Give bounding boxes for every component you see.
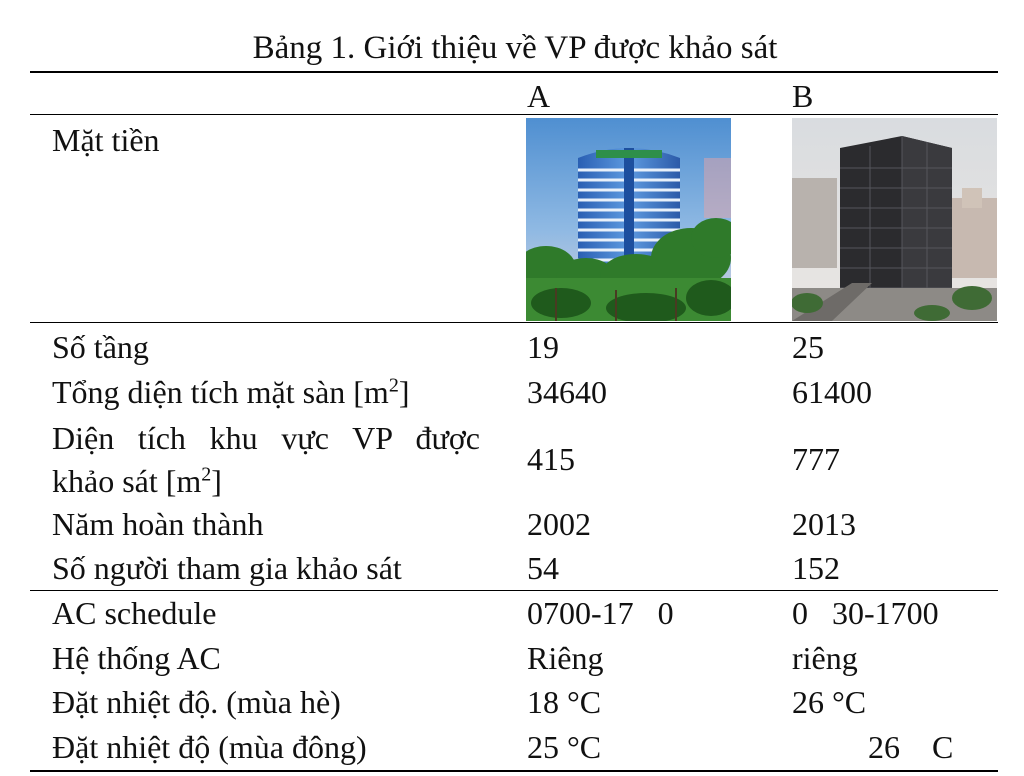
top-rule	[30, 71, 998, 73]
row-survey-area-b: 777	[792, 441, 840, 477]
bottom-rule	[30, 770, 998, 772]
row-ac-schedule-a: 0700-17 0	[527, 595, 674, 631]
superscript-2: 2	[388, 374, 399, 397]
row-total-area-b: 61400	[792, 374, 872, 410]
column-header-a: A	[527, 78, 551, 114]
section-rule	[30, 590, 998, 591]
row-ac-schedule-b: 0 30-1700	[792, 595, 939, 631]
row-winter-temp-a: 25 °C	[527, 729, 602, 765]
row-floors-label: Số tầng	[52, 329, 149, 365]
table-caption: Bảng 1. Giới thiệu về VP được khảo sát	[252, 30, 778, 66]
row-ac-system-label: Hệ thống AC	[52, 640, 221, 676]
row-ac-system-b: riêng	[792, 640, 858, 676]
row-survey-area-label-line1: Diện tích khu vực VP được	[52, 420, 480, 456]
row-survey-area-a: 415	[527, 441, 575, 477]
row-participants-a: 54	[527, 550, 559, 586]
row-total-area-label-text: Tổng diện tích mặt sàn [m	[52, 374, 389, 410]
row-floors-a: 19	[527, 329, 559, 365]
facade-rule	[30, 322, 998, 323]
row-winter-temp-b: 26 C	[868, 729, 954, 765]
row-floors-b: 25	[792, 329, 824, 365]
row-survey-area-label-line2	[52, 461, 222, 501]
building-a-photo	[526, 118, 731, 321]
row-survey-area-label-text: khảo sát [m	[52, 463, 202, 499]
row-survey-area-label-end: ]	[211, 463, 222, 499]
row-total-area-label	[52, 372, 409, 412]
column-header-b: B	[792, 78, 814, 114]
row-year-label: Năm hoàn thành	[52, 506, 264, 542]
row-total-area-a: 34640	[527, 374, 607, 410]
row-winter-temp-label: Đặt nhiệt độ (mùa đông)	[52, 729, 367, 765]
row-total-area-label-end: ]	[398, 374, 410, 410]
superscript-2: 2	[201, 463, 212, 486]
row-summer-temp-a: 18 °C	[527, 684, 602, 720]
row-participants-label: Số người tham gia khảo sát	[52, 550, 402, 586]
row-ac-schedule-label: AC schedule	[52, 595, 217, 631]
building-b-photo	[792, 118, 997, 321]
row-participants-b: 152	[792, 550, 840, 586]
row-year-a: 2002	[527, 506, 591, 542]
row-ac-system-a: Riêng	[527, 640, 604, 676]
row-summer-temp-b: 26 °C	[792, 684, 867, 720]
row-summer-temp-label: Đặt nhiệt độ. (mùa hè)	[52, 684, 341, 720]
row-year-b: 2013	[792, 506, 856, 542]
header-rule	[30, 114, 998, 115]
facade-label: Mặt tiền	[52, 122, 160, 158]
